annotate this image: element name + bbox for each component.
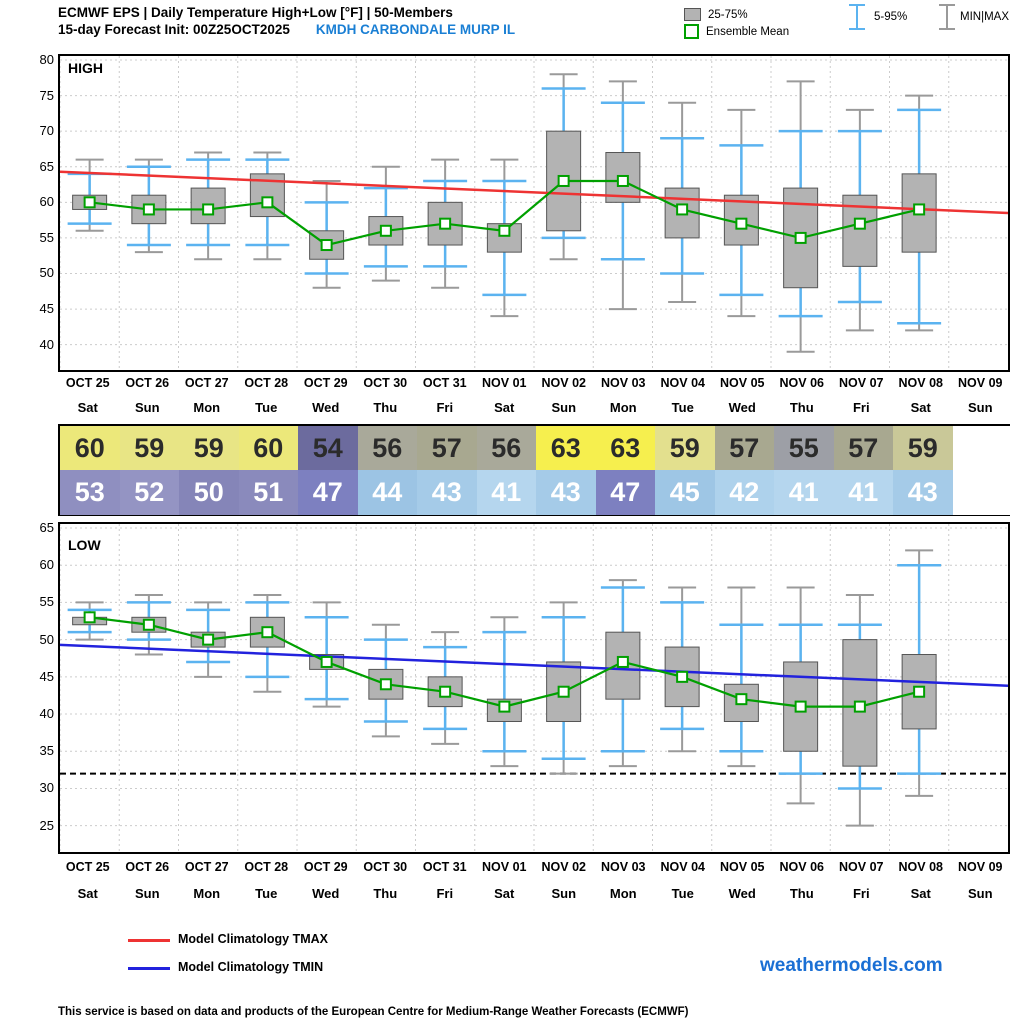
y-tick-label: 25 [39,817,54,833]
low-x-axis-dates [58,860,1010,880]
table-cell: 45 [655,470,715,515]
low-y-axis [16,522,54,854]
x-tick-day: Fri [436,886,454,901]
x-tick-day: Tue [671,400,694,415]
x-tick-day: Sat [494,886,515,901]
y-tick-label: 60 [39,194,54,210]
x-tick-day: Wed [312,400,340,415]
x-tick-date: NOV 04 [660,860,705,874]
x-tick-date: NOV 08 [898,376,943,390]
low-panel-plot [60,524,1008,852]
x-tick-day: Thu [373,886,398,901]
table-cell: 47 [298,470,358,515]
high-x-axis-days [58,400,1010,420]
x-tick-day: Thu [789,400,814,415]
x-tick-date: NOV 03 [601,860,646,874]
x-tick-date: OCT 27 [184,860,229,874]
x-tick-date: NOV 01 [482,376,527,390]
watermark: weathermodels.com [760,955,943,976]
y-tick-label: 45 [39,301,54,317]
x-tick-day: Sat [77,886,98,901]
table-cell: 43 [893,470,953,515]
x-tick-day: Thu [789,886,814,901]
x-tick-day: Sun [551,400,577,415]
x-tick-date: NOV 02 [541,860,586,874]
x-tick-date: OCT 31 [422,376,467,390]
table-cell: 51 [239,470,299,515]
x-tick-date: OCT 26 [125,860,170,874]
value-table [58,424,1010,516]
table-cell: 41 [477,470,537,515]
x-tick-day: Sat [77,400,98,415]
y-tick-label: 55 [39,229,54,245]
table-cell: 59 [655,426,715,471]
legend-box-icon [684,8,701,21]
x-tick-day: Fri [852,400,870,415]
x-tick-day: Fri [852,886,870,901]
table-cell: 53 [60,470,120,515]
legend-mean [684,23,1020,40]
legend-minmax-cap-bottom [939,28,955,30]
table-cell-empty [953,426,1013,471]
table-cell: 63 [536,426,596,471]
x-tick-date: OCT 26 [125,376,170,390]
tmax-legend-label: Model Climatology TMAX [178,932,328,946]
x-tick-day: Sun [134,886,160,901]
x-tick-date: NOV 09 [958,376,1003,390]
table-cell: 56 [477,426,537,471]
y-tick-label: 35 [39,743,54,759]
disclaimer-text: This service is based on data and products of the European Centre for Medium-Range Weather Forecasts (ECMWF) [58,1006,689,1018]
x-tick-day: Sat [910,886,931,901]
table-row-high [60,426,1008,471]
x-tick-date: OCT 29 [303,860,348,874]
low-panel [58,522,1010,854]
x-tick-day: Thu [373,400,398,415]
x-tick-day: Sun [551,886,577,901]
table-cell: 44 [358,470,418,515]
x-tick-date: OCT 30 [363,376,408,390]
table-cell: 63 [596,426,656,471]
table-cell: 60 [239,426,299,471]
legend-minmax-label: MIN|MAX [960,11,1009,23]
y-tick-label: 50 [39,631,54,647]
table-cell: 43 [536,470,596,515]
y-tick-label: 30 [39,780,54,796]
x-tick-date: NOV 05 [720,376,765,390]
tmin-legend-swatch [128,967,170,970]
x-tick-day: Mon [193,886,221,901]
x-tick-date: OCT 31 [422,860,467,874]
header-title: ECMWF EPS | Daily Temperature High+Low [°F] | 50-Members [58,5,453,20]
table-cell: 55 [774,426,834,471]
x-tick-date: OCT 28 [244,376,289,390]
y-tick-label: 70 [39,123,54,139]
table-cell: 60 [60,426,120,471]
high-panel [58,54,1010,372]
x-tick-date: NOV 07 [839,860,884,874]
y-tick-label: 40 [39,336,54,352]
high-panel-label: HIGH [68,60,103,76]
table-cell: 56 [358,426,418,471]
x-tick-date: OCT 25 [65,376,110,390]
x-tick-day: Sun [967,886,993,901]
x-tick-day: Wed [728,886,756,901]
tmin-legend-label: Model Climatology TMIN [178,960,324,974]
x-tick-date: NOV 03 [601,376,646,390]
y-tick-label: 65 [39,158,54,174]
low-panel-label: LOW [68,537,101,553]
y-tick-label: 65 [39,520,54,535]
x-tick-date: OCT 27 [184,376,229,390]
table-cell: 43 [417,470,477,515]
x-tick-day: Tue [255,400,278,415]
table-cell: 41 [834,470,894,515]
legend-range-label: 5-95% [874,11,908,23]
table-cell: 42 [715,470,775,515]
table-cell: 50 [179,470,239,515]
table-row-low [60,470,1008,515]
x-tick-day: Tue [671,886,694,901]
table-cell: 57 [417,426,477,471]
legend [684,6,1020,40]
header-subtitle: 15-day Forecast Init: 00Z25OCT2025 [58,22,290,37]
table-cell-empty [953,470,1013,515]
x-tick-day: Wed [312,886,340,901]
x-tick-date: NOV 09 [958,860,1003,874]
legend-mean-icon [684,24,699,39]
x-tick-date: OCT 29 [303,376,348,390]
x-tick-day: Fri [436,400,454,415]
low-x-axis-days [58,886,1010,906]
x-tick-day: Sat [494,400,515,415]
high-panel-plot [60,56,1008,370]
legend-minmax-cap-top [939,4,955,6]
x-tick-day: Wed [728,400,756,415]
table-cell: 59 [179,426,239,471]
x-tick-day: Sun [967,400,993,415]
x-tick-date: NOV 02 [541,376,586,390]
x-tick-day: Sun [134,400,160,415]
table-cell: 57 [715,426,775,471]
legend-range-icon [856,4,858,30]
legend-iqr-label: 25-75% [708,8,748,21]
x-tick-day: Mon [609,886,637,901]
x-tick-date: NOV 04 [660,376,705,390]
x-tick-day: Mon [193,400,221,415]
y-tick-label: 80 [39,52,54,67]
legend-minmax-icon [946,4,948,30]
table-cell: 41 [774,470,834,515]
x-tick-date: NOV 06 [779,860,824,874]
station-label: KMDH CARBONDALE MURP IL [315,22,516,37]
x-tick-day: Mon [609,400,637,415]
x-tick-date: NOV 06 [779,376,824,390]
table-cell: 52 [120,470,180,515]
legend-range-cap-top [849,4,865,6]
table-cell: 59 [120,426,180,471]
x-tick-date: OCT 30 [363,860,408,874]
legend-range-cap-bottom [849,28,865,30]
legend-mean-label: Ensemble Mean [706,25,790,38]
high-y-axis [16,54,54,372]
x-tick-day: Sat [910,400,931,415]
y-tick-label: 50 [39,265,54,281]
x-tick-date: NOV 08 [898,860,943,874]
table-cell: 57 [834,426,894,471]
x-tick-date: OCT 25 [65,860,110,874]
x-tick-date: NOV 01 [482,860,527,874]
x-tick-date: NOV 07 [839,376,884,390]
tmax-legend-swatch [128,939,170,942]
high-x-axis-dates [58,376,1010,396]
x-tick-date: OCT 28 [244,860,289,874]
table-cell: 47 [596,470,656,515]
table-cell: 59 [893,426,953,471]
x-tick-day: Tue [255,886,278,901]
y-tick-label: 55 [39,594,54,610]
y-tick-label: 40 [39,706,54,722]
y-tick-label: 60 [39,557,54,573]
table-cell: 54 [298,426,358,471]
y-tick-label: 75 [39,87,54,103]
x-tick-date: NOV 05 [720,860,765,874]
y-tick-label: 45 [39,668,54,684]
